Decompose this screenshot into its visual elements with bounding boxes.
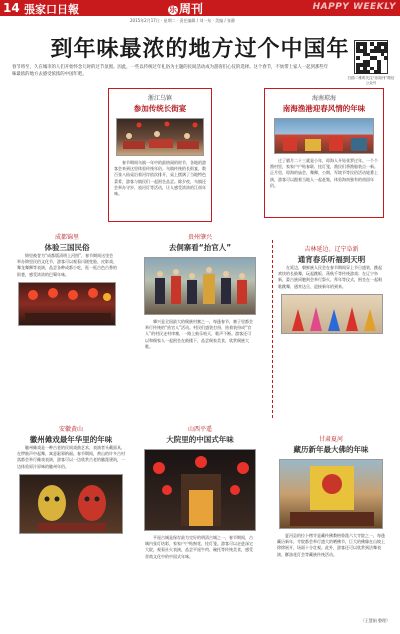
article-body: 锦里被誉为“成都版清明上河图”，春节期间这里会举办锦里民俗文化节，游客可以观看川剧变脸、皮影戏、舞龙舞狮等表演，品尝各种成都小吃，逛一逛古色古香的街巷，感受浓浓的巴蜀年味。 xyxy=(17,253,117,277)
photo-fishing-village xyxy=(274,118,374,154)
qr-module xyxy=(377,70,381,74)
article-chengdu xyxy=(12,228,122,358)
article-location: 浙江乌镇 xyxy=(147,95,172,102)
page-number: 14 xyxy=(3,1,20,15)
article-xiahe xyxy=(272,430,390,616)
editor-credit: （王慧娟 整理） xyxy=(360,618,390,623)
jinli-lantern-illustration xyxy=(19,283,116,326)
article-body: 过了腊月二十三就是小年，琼海人开始张罗过年。一个个渔村里，家家户户贴春联、挂灯笼，渔民们将渔船装点一新。正月里，琼海的庙会、舞狮、公期、军坡节等民俗活动轮番上演，游客可以跟着当地人一起赶集，体验海南独有的南国年俗。 xyxy=(270,158,378,188)
photo-jinli-street xyxy=(18,282,116,326)
article-location: 海南琼海 xyxy=(311,95,336,102)
article-title: 通宵春乐听福到天明 xyxy=(297,255,366,264)
article-body: 夏河县的拉卜楞寺是藏传佛教格鲁派六大寺院之一，每逢藏历新年，寺院都会举行盛大的晒佛节，巨大的佛像在山坡上徐徐展开，场面十分壮观。此外，游客还可以欣赏到法舞表演、酥油花灯会等藏族传统活动。 xyxy=(277,533,385,557)
article-body: 在延边，朝鲜族人民会在春节期间穿上节日盛装，跳起欢快的长鼓舞，玩起跳板、荡秋千等传统游戏；在辽宁阜新，蒙古族同胞则会举行祭火、拜年等仪式，围坐在一起唱歌跳舞，通宵达旦，迎接新年的到来。 xyxy=(278,265,382,289)
photo-dong-village xyxy=(144,257,256,315)
dancers-illustration xyxy=(282,295,383,334)
article-location: 成都锦里 xyxy=(54,234,79,241)
article-title: 南海渔港迎春风情的年味 xyxy=(282,104,366,113)
article-pingyao xyxy=(140,420,260,616)
intro-paragraph: 春节将至，久在城市的人们开始怀念儿时的过节氛围。因此，一些以传统过年礼俗为主题的民间活动成为游客们心仪的选择。这个春节，不妨带上家人一起到那些年味最浓的地方去感受浓浓的中国年吧。 xyxy=(12,65,329,77)
section-title xyxy=(168,0,203,17)
article-location: 安徽黄山 xyxy=(58,426,83,433)
banquet-illustration xyxy=(117,119,204,156)
article-qionghai xyxy=(264,88,384,218)
masthead-bar xyxy=(0,0,400,16)
qr-caption: 扫描二维码关注“乐周刊”微信公众号 xyxy=(347,76,395,85)
qr-module xyxy=(367,70,371,74)
article-zhaoxing xyxy=(140,228,260,414)
section-char-icon: 乐 xyxy=(169,5,177,14)
article-location: 吉林延边、辽宁阜新 xyxy=(304,246,359,253)
article-yanbian xyxy=(272,240,390,418)
article-body: 徽州傩戏是一种古老的民间戏曲艺术，表演者头戴面具，在锣鼓声中起舞，寓意驱邪纳福。春节期间，黄山的许多古村落都会举行傩戏表演，游客可以一边欣赏古老的徽派建筑，一边体验原汁原味的徽州年俗。 xyxy=(17,445,125,469)
article-title: 去侗寨看“抬官人” xyxy=(168,243,232,252)
photo-nuo-opera xyxy=(19,474,123,534)
fishing-village-illustration xyxy=(275,119,374,154)
photo-street-banquet xyxy=(116,118,204,156)
article-title: 大院里的中国式年味 xyxy=(166,435,234,444)
section-title-text: 周刊 xyxy=(179,2,204,16)
article-wuzhen xyxy=(108,88,212,222)
qr-module xyxy=(356,56,360,60)
qr-code-icon[interactable] xyxy=(354,40,388,74)
photo-pingyao-courtyard xyxy=(144,449,256,531)
article-body: 肇兴是全国最大的侗族村寨之一，每逢春节，寨子里都会举行传统的“抬官人”活动。村民们盛装打扮，抬着装扮成“官人”的村民走村串寨，一路上鼓乐喧天，歌声不断。游客还可以和侗家人一起围坐在鼓楼下，品尝侗家美食，欣赏侗族大歌。 xyxy=(145,319,253,349)
page-headline: 到年味最浓的地方过个中国年 xyxy=(50,36,350,62)
article-location: 贵州肇兴 xyxy=(187,234,212,241)
nuo-mask-illustration xyxy=(20,475,123,534)
article-location: 甘肃夏河 xyxy=(318,436,343,443)
article-title: 藏历新年最大佛的年味 xyxy=(293,445,369,454)
qr-module xyxy=(384,56,388,60)
dong-procession-illustration xyxy=(145,258,256,315)
weekly-label: HAPPY WEEKLY xyxy=(312,2,396,12)
dateline: 2015年2月17日 · 星期二 · 责任编辑 / 刘一东 · 美编 / 张静 xyxy=(130,18,236,23)
photo-korean-dance xyxy=(281,294,383,334)
article-body: 春节期间乌镇一年中的最热闹的时节，各地的游客会来到这里体验传统年俗。乌镇传统的长街宴，数百张八仙桌沿着河岸依次排开，桌上摆满了当地特色菜肴，游客与镇民们一起围坐品尝。除夕夜，乌镇还会举办守岁、放河灯等活动，让人感受浓浓的江南年味。 xyxy=(114,160,206,197)
article-huangshan xyxy=(12,420,130,610)
article-title: 体验三国民俗 xyxy=(44,243,90,252)
photo-buddha-unveiling xyxy=(279,459,383,529)
qr-module xyxy=(384,49,388,53)
article-title: 参加传统长街宴 xyxy=(133,104,187,113)
paper-name-logo: 張家口日報 xyxy=(24,3,79,16)
courtyard-lantern-illustration xyxy=(145,450,256,531)
thangka-illustration xyxy=(280,460,383,529)
article-title: 徽州傩戏最年华里的年味 xyxy=(29,435,113,444)
article-body: 平遥古城是保存最为完好的明清古城之一，春节期间，古城内张灯结彩，家家户户贴窗花、挂灯笼。游客可以走进深宅大院，观看社火表演，品尝平遥牛肉、碗托等传统美食，感受晋商文化中的中国式年味。 xyxy=(145,535,253,559)
article-location: 山西平遥 xyxy=(187,426,212,433)
